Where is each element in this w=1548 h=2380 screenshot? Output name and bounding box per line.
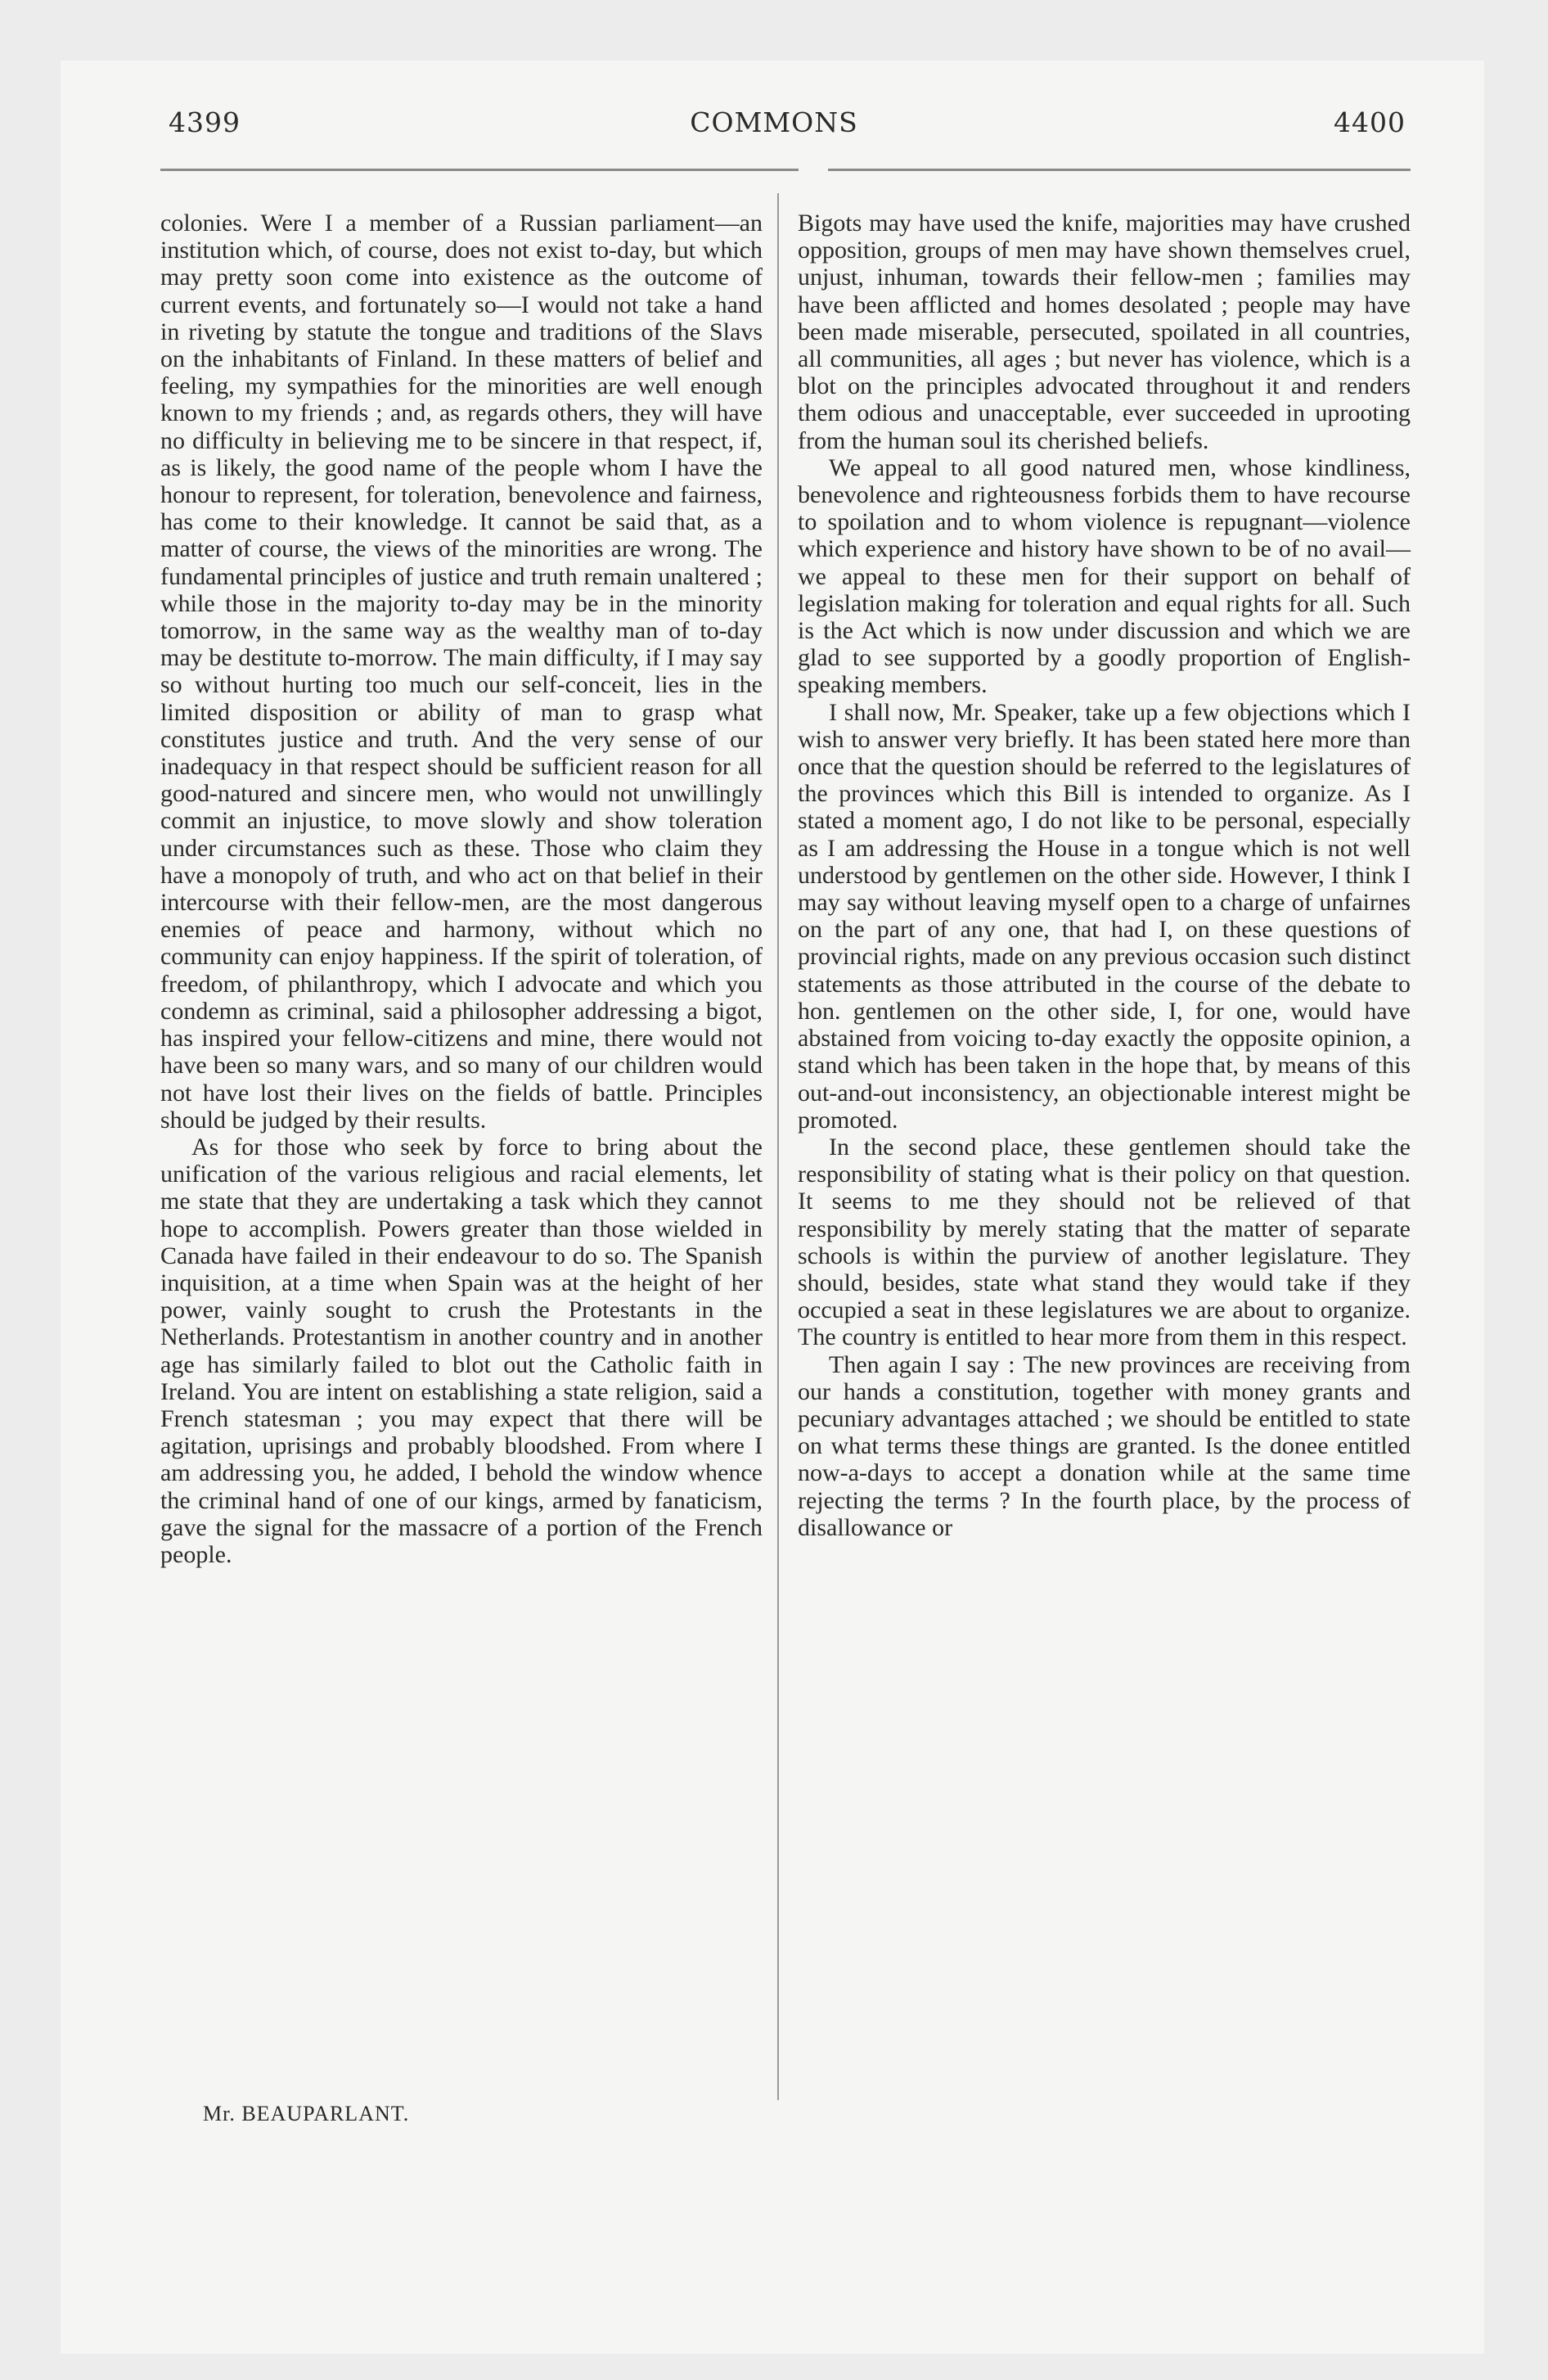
speaker-signature: Mr. BEAUPARLANT. <box>203 2102 410 2125</box>
column-divider <box>777 193 779 2100</box>
paragraph: Bigots may have used the knife, majorities may have crushed opposition, groups of men may have shown themselves cruel, unjust, inhuman, towards their fellow-men ; families may have been afflicted and homes desolated ; people may have been made miserable, persecuted, spoilated in all countries, all communities, all ages ; but never has violence, which is a blot on the principles advocated throughout it and renders them odious and unacceptable, ever succeeded in uprooting from the human soul its cherished beliefs. <box>798 210 1411 454</box>
header-rule-left <box>160 169 799 171</box>
paragraph: As for those who seek by force to bring about the unification of the various religious and racial elements, let me state that they are undertaking a task which they cannot hope to accomplish. Powers greater than those wielded in Canada have failed in their endeavour to do so. The Spanish inquisition, at a time when Spain was at the height of her power, vainly sought to crush the Protestants in the Netherlands. Protestantism in another country and in another age has similarly failed to blot out the Catholic faith in Ireland. You are intent on establishing a state religion, said a French statesman ; you may expect that there will be agitation, uprisings and probably bloodshed. From where I am addressing you, he added, I behold the window whence the criminal hand of one of our kings, armed by fanaticism, gave the signal for the massacre of a portion of the French people. <box>160 1133 763 1568</box>
paragraph: We appeal to all good natured men, whose kindliness, benevolence and righteousness forbids them to have recourse to spoilation and to whom violence is repugnant—violence which experience and history have shown to be of no avail—we appeal to these men for their support on behalf of legislation making for toleration and equal rights for all. Such is the Act which is now under discussion and which we are glad to see supported by a goodly proportion of English-speaking members. <box>798 453 1411 699</box>
page-header <box>0 106 1548 144</box>
running-title: COMMONS <box>690 106 858 138</box>
page-number-right: 4400 <box>1334 106 1406 138</box>
left-column <box>160 210 763 1568</box>
paragraph: colonies. Were I a member of a Russian parliament—an institution which, of course, does not exist to-day, but which may pretty soon come into existence as the outcome of current events, and fortunately so—I would not take a hand in riveting by statute the tongue and traditions of the Slavs on the inhabitants of Finland. In these matters of belief and feeling, my sympathies for the minorities are well enough known to my friends ; and, as regards others, they will have no difficulty in believing me to be sincere in that respect, if, as is likely, the good name of the people whom I have the honour to represent, for toleration, benevolence and fairness, has come to their knowledge. It cannot be said that, as a matter of course, the views of the minorities are wrong. The fundamental principles of justice and truth remain unaltered ; while those in the majority to-day may be in the minority tomorrow, in the same way as the wealthy man of to-day may be destitute to-morrow. The main difficulty, if I may say so without hurting too much our self-conceit, lies in the limited disposition or ability of man to grasp what constitutes justice and truth. And the very sense of our inadequacy in that respect should be sufficient reason for all good-natured and sincere men, who would not unwillingly commit an injustice, to move slowly and show toleration under circumstances such as these. Those who claim they have a monopoly of truth, and who act on that belief in their intercourse with their fellow-men, are the most dangerous enemies of peace and harmony, without which no community can enjoy happiness. If the spirit of toleration, of freedom, of philanthropy, which I advocate and which you condemn as criminal, said a philosopher addressing a bigot, has inspired your fellow-citizens and mine, there would not have been so many wars, and so many of our children would not have lost their lives on the fields of battle. Principles should be judged by their results. <box>160 210 763 1134</box>
page-number-left: 4399 <box>169 106 241 138</box>
header-rule-right <box>828 169 1411 171</box>
paragraph: I shall now, Mr. Speaker, take up a few objections which I wish to answer very briefly. It has been stated here more than once that the question should be referred to the legislatures of the provinces which this Bill is intended to organize. As I stated a moment ago, I do not like to be personal, especially as I am addressing the House in a tongue which is not well understood by gentlemen on the other side. However, I think I may say without leaving myself open to a charge of unfairnes on the part of any one, that had I, on these questions of provincial rights, made on any previous occasion such distinct statements as those attributed in the course of the debate to hon. gentlemen on the other side, I, for one, would have abstained from voicing to-day exactly the opposite opinion, a stand which has been taken in the hope that, by means of this out-and-out inconsistency, an objectionable interest might be promoted. <box>798 698 1411 1134</box>
right-column <box>798 210 1411 1541</box>
paragraph: In the second place, these gentlemen should take the responsibility of stating what is their policy on that question. It seems to me they should not be relieved of that responsibility by merely stating that the matter of separate schools is within the purview of another legislature. They should, besides, state what stand they would take if they occupied a seat in these legislatures we are about to organize. The country is entitled to hear more from them in this respect. <box>798 1133 1411 1351</box>
paragraph: Then again I say : The new provinces are receiving from our hands a constitution, together with money grants and pecuniary advantages attached ; we should be entitled to state on what terms these things are granted. Is the donee entitled now-a-days to accept a donation while at the same time rejecting the terms ? In the fourth place, by the process of disallowance or <box>798 1350 1411 1541</box>
